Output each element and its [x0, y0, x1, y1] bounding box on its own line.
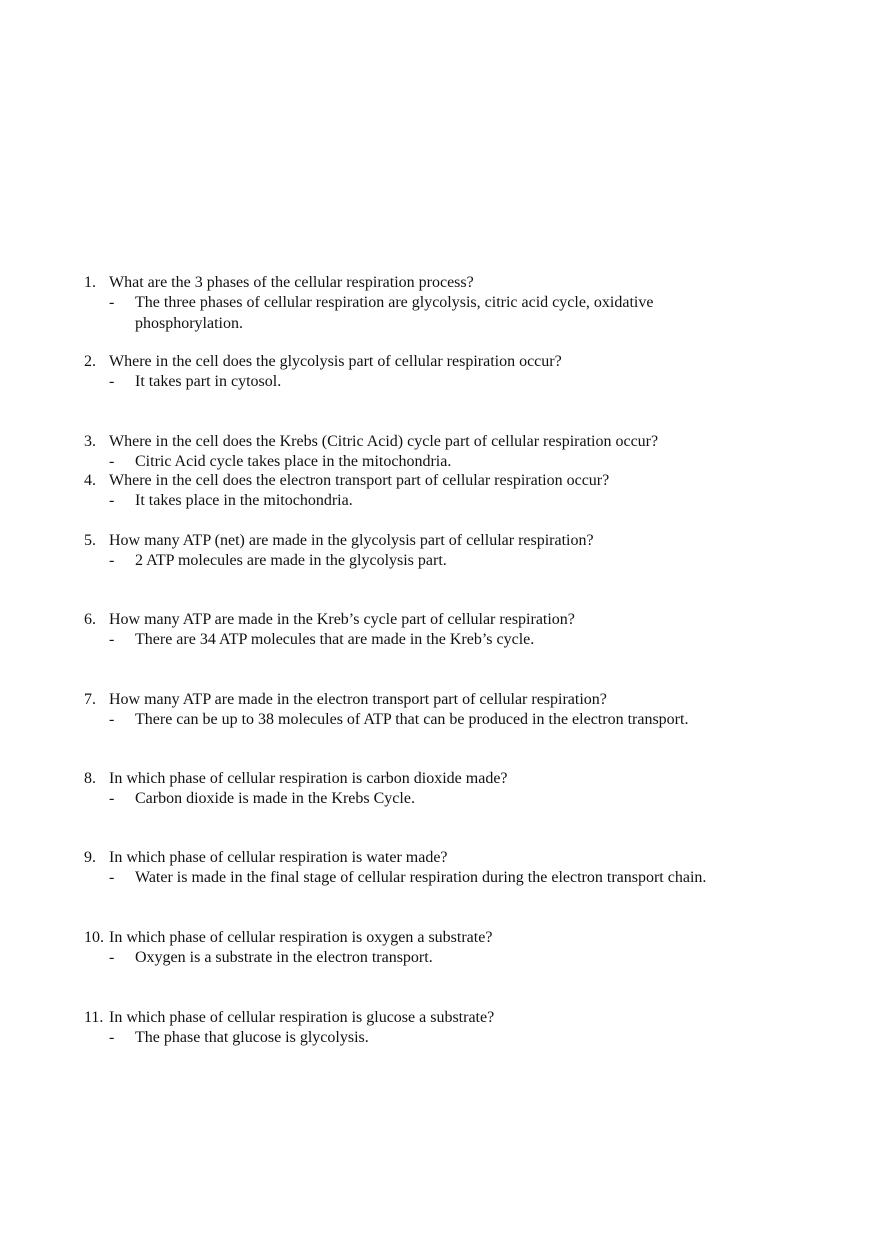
answer-text: It takes part in cytosol. — [135, 373, 282, 390]
answer-text: The three phases of cellular respiration are glycolysis, citric acid cycle, oxidative phosphorylation. — [135, 294, 654, 332]
question-line — [84, 928, 784, 948]
answer-text: There can be up to 38 molecules of ATP that can be produced in the electron transport. — [135, 711, 689, 728]
question-number: 6. — [84, 611, 96, 628]
answer-text: Citric Acid cycle takes place in the mitochondria. — [135, 453, 452, 470]
question-text: How many ATP are made in the electron transport part of cellular respiration? — [109, 691, 607, 708]
answer-text: Water is made in the final stage of cellular respiration during the electron transport chain. — [135, 869, 707, 886]
question-line — [84, 848, 784, 868]
answer-bullet: - — [109, 373, 115, 390]
question-text: Where in the cell does the Krebs (Citric Acid) cycle part of cellular respiration occur? — [109, 433, 659, 450]
qa-item-7 — [84, 690, 784, 731]
question-number: 11. — [84, 1009, 104, 1026]
answer-line — [84, 789, 784, 810]
question-line — [84, 769, 784, 789]
qa-item-10 — [84, 928, 784, 969]
answer-line — [84, 491, 784, 512]
answer-text: The phase that glucose is glycolysis. — [135, 1029, 369, 1046]
answer-bullet: - — [109, 711, 115, 728]
question-line — [84, 432, 784, 452]
qa-item-1 — [84, 273, 784, 334]
answer-bullet: - — [109, 492, 115, 509]
qa-item-3 — [84, 432, 784, 473]
question-number: 10. — [84, 929, 104, 946]
answer-line — [84, 1028, 784, 1049]
qa-item-5 — [84, 531, 784, 572]
question-number: 4. — [84, 472, 96, 489]
question-number: 1. — [84, 274, 96, 291]
question-number: 2. — [84, 353, 96, 370]
question-number: 3. — [84, 433, 96, 450]
answer-text: Oxygen is a substrate in the electron transport. — [135, 949, 433, 966]
question-text: Where in the cell does the glycolysis part of cellular respiration occur? — [109, 353, 562, 370]
qa-item-9 — [84, 848, 784, 889]
answer-line — [84, 452, 784, 473]
question-line — [84, 610, 784, 630]
question-line — [84, 273, 784, 293]
qa-item-6 — [84, 610, 784, 651]
answer-line — [84, 630, 784, 651]
answer-line — [84, 551, 784, 572]
answer-text: 2 ATP molecules are made in the glycolysis part. — [135, 552, 447, 569]
answer-bullet: - — [109, 1029, 115, 1046]
question-number: 7. — [84, 691, 96, 708]
question-text: In which phase of cellular respiration is carbon dioxide made? — [109, 770, 508, 787]
answer-bullet: - — [109, 294, 115, 311]
answer-line — [84, 372, 784, 393]
answer-text: It takes place in the mitochondria. — [135, 492, 353, 509]
question-text: In which phase of cellular respiration is glucose a substrate? — [109, 1009, 495, 1026]
question-number: 8. — [84, 770, 96, 787]
answer-line — [84, 948, 784, 969]
answer-text: Carbon dioxide is made in the Krebs Cycle. — [135, 790, 415, 807]
question-text: How many ATP (net) are made in the glycolysis part of cellular respiration? — [109, 532, 594, 549]
question-line — [84, 531, 784, 551]
question-line — [84, 690, 784, 710]
question-line — [84, 471, 784, 491]
question-text: How many ATP are made in the Kreb’s cycle part of cellular respiration? — [109, 611, 575, 628]
question-number: 5. — [84, 532, 96, 549]
question-line — [84, 1008, 784, 1028]
qa-item-11 — [84, 1008, 784, 1049]
answer-bullet: - — [109, 552, 115, 569]
qa-item-8 — [84, 769, 784, 810]
question-text: In which phase of cellular respiration is water made? — [109, 849, 448, 866]
qa-item-4 — [84, 471, 784, 512]
question-text: Where in the cell does the electron transport part of cellular respiration occur? — [109, 472, 610, 489]
answer-bullet: - — [109, 631, 115, 648]
answer-line — [84, 868, 784, 889]
question-text: What are the 3 phases of the cellular respiration process? — [109, 274, 474, 291]
answer-bullet: - — [109, 790, 115, 807]
answer-bullet: - — [109, 949, 115, 966]
answer-line — [84, 293, 784, 334]
answer-text: There are 34 ATP molecules that are made in the Kreb’s cycle. — [135, 631, 535, 648]
answer-bullet: - — [109, 453, 115, 470]
answer-line — [84, 710, 784, 731]
qa-item-2 — [84, 352, 784, 393]
question-text: In which phase of cellular respiration is oxygen a substrate? — [109, 929, 493, 946]
answer-bullet: - — [109, 869, 115, 886]
question-line — [84, 352, 784, 372]
question-number: 9. — [84, 849, 96, 866]
